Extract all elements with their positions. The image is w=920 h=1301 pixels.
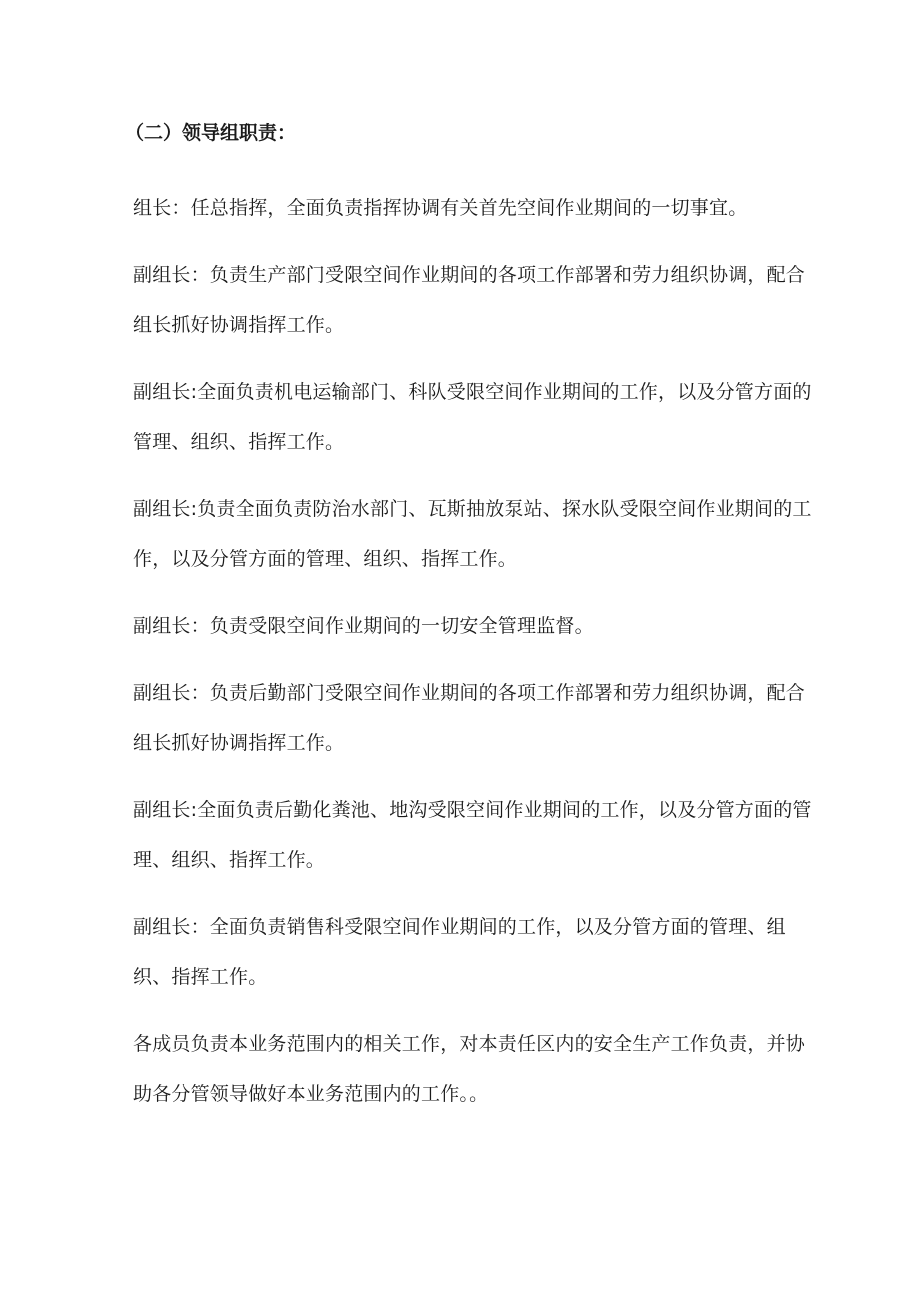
paragraph-deputy-sales: 副组长：全面负责销售科受限空间作业期间的工作，以及分管方面的管理、组织、指挥工作。 (133, 916, 786, 988)
paragraph-deputy-safety: 副组长：负责受限空间作业期间的一切安全管理监督。 (133, 615, 594, 637)
paragraph-members: 各成员负责本业务范围内的相关工作，对本责任区内的安全生产工作负责，并协助各分管领导做好本业务范围内的工作。。 (133, 1033, 806, 1105)
paragraph-leader: 组长：任总指挥，全面负责指挥协调有关首先空间作业期间的一切事宜。 (133, 197, 748, 219)
paragraph-deputy-production: 副组长：负责生产部门受限空间作业期间的各项工作部署和劳力组织协调，配合组长抓好协调指挥工作。 (133, 264, 806, 336)
paragraph-deputy-logistics: 副组长：负责后勤部门受限空间作业期间的各项工作部署和劳力组织协调，配合组长抓好协调指挥工作。 (133, 682, 806, 754)
section-heading: （二）领导组职责： (125, 122, 297, 144)
paragraph-deputy-water: 副组长:负责全面负责防治水部门、瓦斯抽放泵站、探水队受限空间作业期间的工作，以及分管方面的管理、组织、指挥工作。 (133, 498, 812, 570)
paragraph-deputy-septic: 副组长:全面负责后勤化粪池、地沟受限空间作业期间的工作，以及分管方面的管理、组织、指挥工作。 (133, 799, 812, 871)
document-page (125, 113, 813, 1136)
paragraph-deputy-mechanical: 副组长:全面负责机电运输部门、科队受限空间作业期间的工作，以及分管方面的管理、组织、指挥工作。 (133, 381, 812, 453)
